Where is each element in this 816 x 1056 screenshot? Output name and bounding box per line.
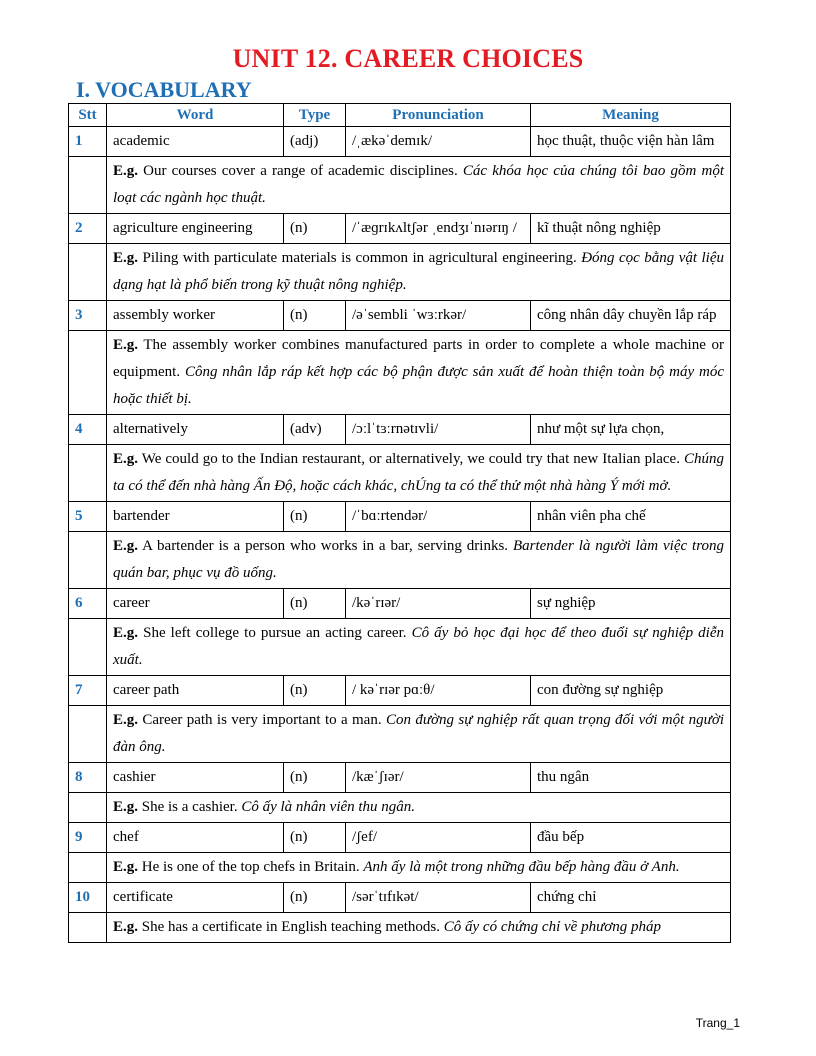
example-row <box>69 619 731 676</box>
word-cell: bartender <box>107 502 284 532</box>
table-row <box>69 823 731 853</box>
type-cell: (n) <box>284 883 346 913</box>
meaning-cell: sự nghiệp <box>531 589 731 619</box>
example-vietnamese: Chúng ta có thể đến nhà hàng Ấn Độ, hoặc cách khác, chÚng ta có thể thử một nhà hàng Ý mới mở. <box>113 451 724 494</box>
pronunciation-cell: /ʃef/ <box>346 823 531 853</box>
example-vietnamese: Cô ấy bỏ học đại học để theo đuổi sự nghiệp diễn xuất. <box>113 625 724 668</box>
pronunciation-cell: /ˈæɡrɪkʌltʃər ˌendʒɪˈnɪərɪŋ / <box>346 214 531 244</box>
header-meaning: Meaning <box>531 104 731 127</box>
type-cell: (n) <box>284 502 346 532</box>
example-spacer <box>69 331 107 415</box>
example-label: E.g. <box>113 337 139 353</box>
example-label: E.g. <box>113 859 139 875</box>
word-cell: agriculture engineering <box>107 214 284 244</box>
example-row <box>69 244 731 301</box>
example-english: We could go to the Indian restaurant, or alternatively, we could try that new Italian place. <box>138 451 684 467</box>
type-cell: (n) <box>284 763 346 793</box>
pronunciation-cell: /ˈbɑːrtendər/ <box>346 502 531 532</box>
pronunciation-cell: /sərˈtɪfɪkət/ <box>346 883 531 913</box>
page-title: UNIT 12. CAREER CHOICES <box>232 44 584 73</box>
example-vietnamese: Cô ấy là nhân viên thu ngân. <box>241 799 416 815</box>
page-number: Trang_1 <box>695 1016 740 1030</box>
pronunciation-cell: /əˈsembli ˈwɜːrkər/ <box>346 301 531 331</box>
example-vietnamese: Bartender là người làm việc trong quán bar, phục vụ đồ uống. <box>113 538 724 581</box>
type-cell: (adv) <box>284 415 346 445</box>
example-row <box>69 331 731 415</box>
example-spacer <box>69 619 107 676</box>
example-vietnamese: Các khóa học của chúng tôi bao gồm một loạt các ngành học thuật. <box>113 163 724 206</box>
example-english: A bartender is a person who works in a bar, serving drinks. <box>138 538 513 554</box>
header-stt: Stt <box>69 104 107 127</box>
meaning-cell: con đường sự nghiệp <box>531 676 731 706</box>
example-english: Our courses cover a range of academic disciplines. <box>138 163 463 179</box>
header-pronunciation: Pronunciation <box>346 104 531 127</box>
word-cell: career path <box>107 676 284 706</box>
meaning-cell: chứng chỉ <box>531 883 731 913</box>
row-number: 2 <box>69 214 107 244</box>
example-english: The assembly worker combines manufactured parts in order to complete a whole machine or equipment. <box>113 337 724 380</box>
example-row <box>69 913 731 943</box>
table-row <box>69 763 731 793</box>
example-cell <box>107 244 731 301</box>
type-cell: (n) <box>284 589 346 619</box>
example-spacer <box>69 532 107 589</box>
example-row <box>69 532 731 589</box>
meaning-cell: thu ngân <box>531 763 731 793</box>
example-spacer <box>69 244 107 301</box>
example-row <box>69 157 731 214</box>
word-cell: assembly worker <box>107 301 284 331</box>
example-cell <box>107 331 731 415</box>
pronunciation-cell: /ˌækəˈdemɪk/ <box>346 127 531 157</box>
table-row <box>69 883 731 913</box>
table-row <box>69 676 731 706</box>
example-cell <box>107 157 731 214</box>
example-spacer <box>69 706 107 763</box>
meaning-cell: công nhân dây chuyền lắp ráp <box>531 301 731 331</box>
table-row <box>69 589 731 619</box>
example-cell <box>107 619 731 676</box>
type-cell: (adj) <box>284 127 346 157</box>
pronunciation-cell: /kəˈrɪər/ <box>346 589 531 619</box>
example-label: E.g. <box>113 163 139 179</box>
example-row <box>69 445 731 502</box>
example-cell <box>107 913 731 943</box>
example-vietnamese: Cô ấy có chứng chỉ về phương pháp <box>443 919 662 935</box>
example-row <box>69 793 731 823</box>
example-english: She left college to pursue an acting career. <box>138 625 412 641</box>
table-row <box>69 502 731 532</box>
type-cell: (n) <box>284 823 346 853</box>
table-row <box>69 127 731 157</box>
example-label: E.g. <box>113 919 139 935</box>
table-row <box>69 415 731 445</box>
example-cell <box>107 706 731 763</box>
word-cell: chef <box>107 823 284 853</box>
example-english: He is one of the top chefs in Britain. <box>138 859 364 875</box>
vocabulary-table <box>68 103 731 943</box>
example-vietnamese: Đóng cọc bằng vật liệu dạng hạt là phổ biến trong kỹ thuật nông nghiệp. <box>113 250 725 293</box>
row-number: 5 <box>69 502 107 532</box>
example-spacer <box>69 913 107 943</box>
example-label: E.g. <box>113 799 139 815</box>
meaning-cell: như một sự lựa chọn, <box>531 415 731 445</box>
row-number: 1 <box>69 127 107 157</box>
meaning-cell: nhân viên pha chế <box>531 502 731 532</box>
row-number: 6 <box>69 589 107 619</box>
example-vietnamese: Công nhân lắp ráp kết hợp các bộ phận được sản xuất để hoàn thiện toàn bộ máy móc hoặc thiết bị. <box>113 364 724 407</box>
word-cell: certificate <box>107 883 284 913</box>
example-label: E.g. <box>113 712 139 728</box>
word-cell: cashier <box>107 763 284 793</box>
meaning-cell: học thuật, thuộc viện hàn lâm <box>531 127 731 157</box>
example-english: She is a cashier. <box>138 799 242 815</box>
example-row <box>69 853 731 883</box>
pronunciation-cell: / kəˈrɪər pɑːθ/ <box>346 676 531 706</box>
example-label: E.g. <box>113 538 139 554</box>
row-number: 10 <box>69 883 107 913</box>
example-cell <box>107 853 731 883</box>
example-label: E.g. <box>113 451 139 467</box>
example-cell <box>107 445 731 502</box>
example-english: She has a certificate in English teaching methods. <box>138 919 444 935</box>
example-vietnamese: Con đường sự nghiệp rất quan trọng đối với một người đàn ông. <box>113 712 724 755</box>
row-number: 4 <box>69 415 107 445</box>
example-spacer <box>69 793 107 823</box>
table-row <box>69 301 731 331</box>
example-row <box>69 706 731 763</box>
example-label: E.g. <box>113 625 139 641</box>
example-spacer <box>69 157 107 214</box>
table-row <box>69 214 731 244</box>
example-spacer <box>69 445 107 502</box>
example-english: Piling with particulate materials is common in agricultural engineering. <box>138 250 582 266</box>
word-cell: career <box>107 589 284 619</box>
type-cell: (n) <box>284 214 346 244</box>
type-cell: (n) <box>284 301 346 331</box>
header-word: Word <box>107 104 284 127</box>
meaning-cell: đầu bếp <box>531 823 731 853</box>
row-number: 7 <box>69 676 107 706</box>
type-cell: (n) <box>284 676 346 706</box>
row-number: 3 <box>69 301 107 331</box>
header-type: Type <box>284 104 346 127</box>
section-heading: I. VOCABULARY <box>76 77 252 102</box>
row-number: 8 <box>69 763 107 793</box>
example-spacer <box>69 853 107 883</box>
pronunciation-cell: /kæˈʃɪər/ <box>346 763 531 793</box>
example-vietnamese: Anh ấy là một trong những đầu bếp hàng đầu ở Anh. <box>363 859 680 875</box>
example-english: Career path is very important to a man. <box>138 712 386 728</box>
example-cell <box>107 793 731 823</box>
table-header-row <box>69 104 731 127</box>
meaning-cell: kĩ thuật nông nghiệp <box>531 214 731 244</box>
example-cell <box>107 532 731 589</box>
row-number: 9 <box>69 823 107 853</box>
example-label: E.g. <box>113 250 139 266</box>
word-cell: alternatively <box>107 415 284 445</box>
word-cell: academic <box>107 127 284 157</box>
pronunciation-cell: /ɔːlˈtɜːrnətɪvli/ <box>346 415 531 445</box>
